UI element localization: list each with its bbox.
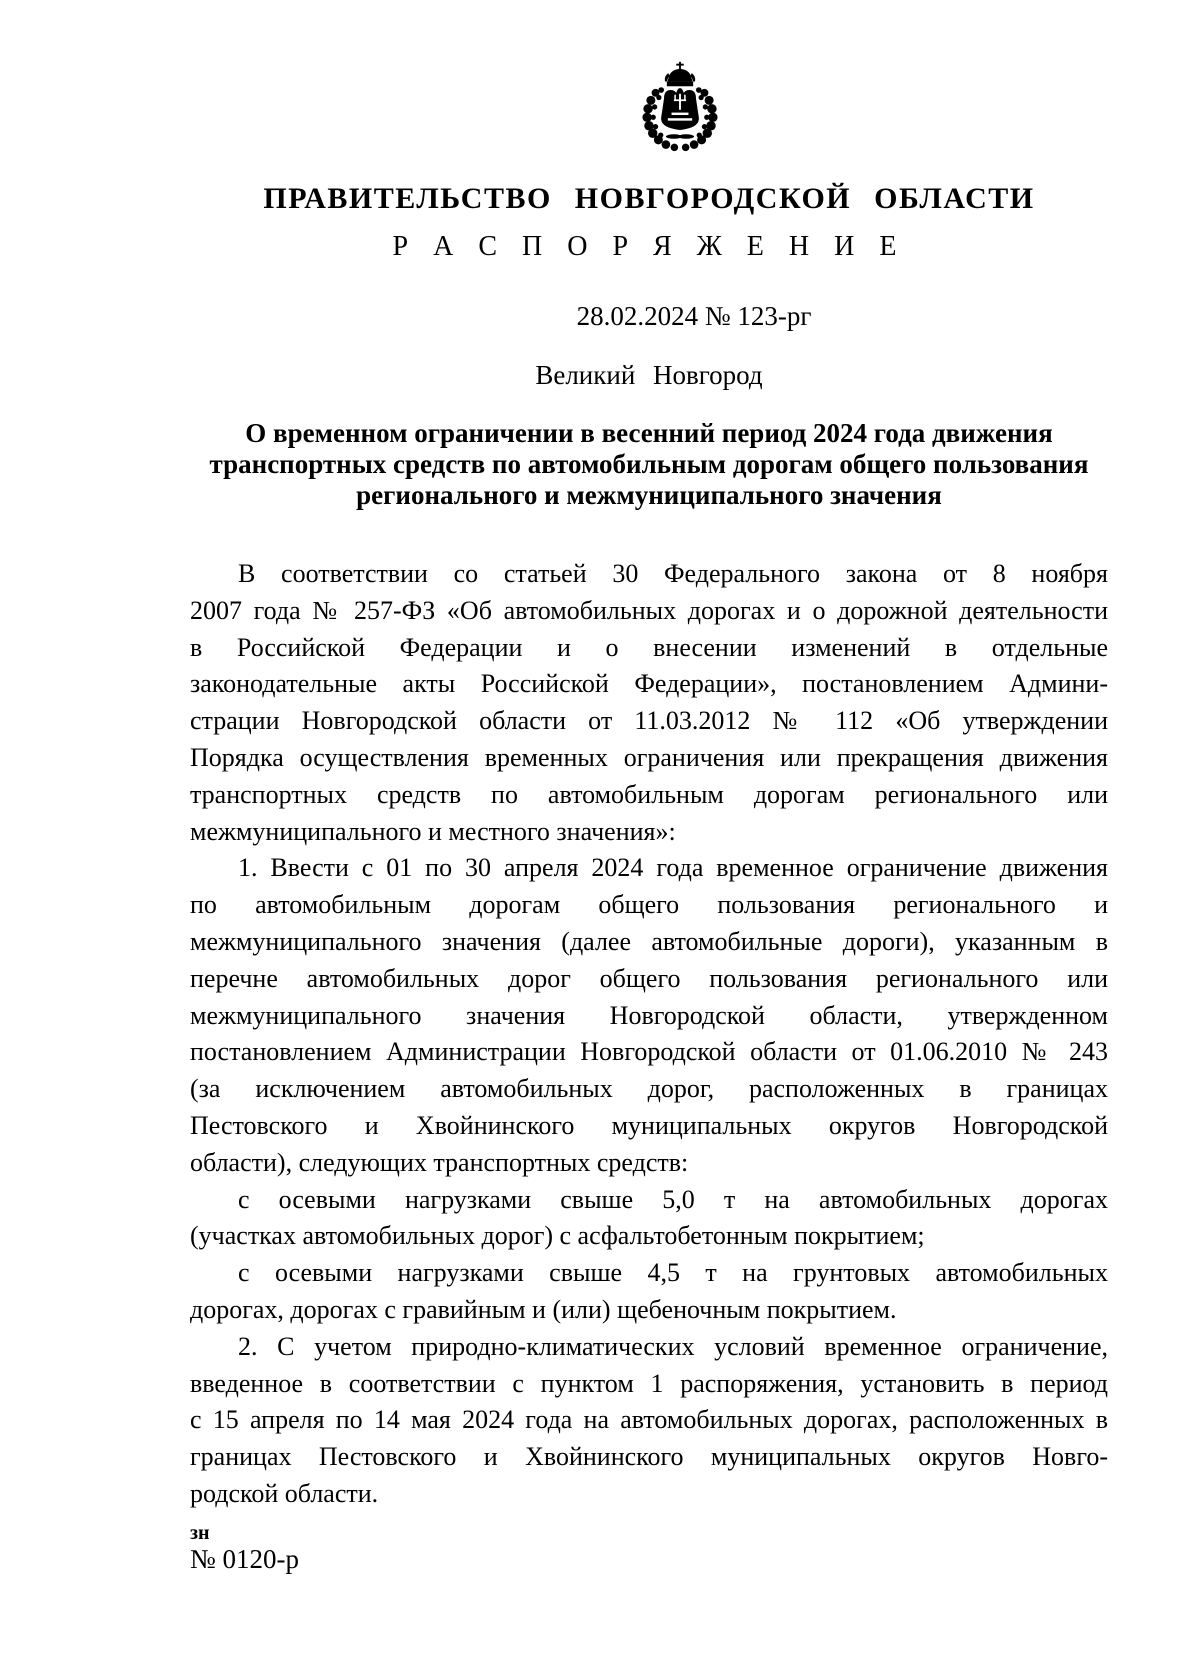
paragraph-line: родской области.: [190, 1478, 379, 1508]
title-line: транспортных средств по автомобильным дорогам общего пользования: [209, 449, 1089, 479]
paragraph-line: границах Пестовского и Хвойнинского муниципальных округов Новго-: [190, 1442, 1108, 1472]
paragraph-line: области), следующих транспортных средств:: [190, 1147, 689, 1177]
paragraph-line: (за исключением автомобильных дорог, расположенных в границах: [190, 1074, 1108, 1104]
paragraph-line: с осевыми нагрузками свыше 4,5 т на грунтовых автомобильных: [238, 1258, 1108, 1288]
paragraph-line: перечне автомобильных дорог общего пользования регионального или: [190, 963, 1108, 993]
paragraph-line: межмуниципального значения Новгородской области, утвержденном: [190, 1000, 1108, 1030]
paragraph-line: дорогах, дорогах с гравийным и (или) щебеночным покрытием.: [190, 1294, 897, 1324]
paragraph: [190, 1182, 1108, 1256]
paragraph-line: постановлением Администрации Новгородской области от 01.06.2010 № 243: [190, 1037, 1108, 1067]
city-name: Великий Новгород: [535, 360, 763, 390]
body: [190, 556, 1108, 1513]
executor-initials: зн: [190, 1521, 210, 1544]
paragraph-line: страции Новгородской области от 11.03.2012 № 112 «Об утверждении: [190, 706, 1108, 736]
paragraph-line: с осевыми нагрузками свыше 5,0 т на автомобильных дорогах: [238, 1184, 1108, 1214]
paragraph-line: по автомобильным дорогам общего пользования регионального и: [190, 890, 1108, 920]
paragraph-line: 2. С учетом природно-климатических условий временное ограничение,: [238, 1331, 1108, 1361]
paragraph-line: Порядка осуществления временных ограничения или прекращения движения: [190, 742, 1108, 772]
registration-number: № 0120-р: [190, 1543, 300, 1574]
paragraph-line: с 15 апреля по 14 мая 2024 года на автомобильных дорогах, расположенных в: [190, 1405, 1108, 1435]
paragraph: [190, 850, 1108, 1181]
paragraph-line: введенное в соответствии с пунктом 1 распоряжения, установить в период: [190, 1368, 1108, 1398]
paragraph-line: В соответствии со статьей 30 Федерального закона от 8 ноября: [238, 559, 1108, 588]
paragraph-line: (участках автомобильных дорог) с асфальтобетонным покрытием;: [190, 1221, 925, 1251]
paragraph: [190, 1255, 1108, 1329]
paragraph-line: межмуниципального и местного значения»:: [190, 816, 676, 846]
paragraph: [190, 556, 1108, 850]
document-type: Р А С П О Р Я Ж Е Н И Е: [392, 231, 906, 262]
paragraph: [190, 1329, 1108, 1513]
document-title: [190, 418, 1108, 511]
paragraph-line: в Российской Федерации и о внесении изменений в отдельные: [190, 632, 1108, 662]
paragraph-line: межмуниципального значения (далее автомобильные дороги), указанным в: [190, 926, 1108, 956]
paragraph-line: транспортных средств по автомобильным дорогам регионального или: [190, 779, 1108, 809]
date-and-number: 28.02.2024 № 123-рг: [576, 301, 812, 331]
document-content: [190, 0, 1108, 1574]
authority-name: ПРАВИТЕЛЬСТВО НОВГОРОДСКОЙ ОБЛАСТИ: [263, 182, 1035, 215]
paragraph-line: законодательные акты Российской Федерации», постановлением Админи-: [190, 669, 1108, 699]
paragraph-line: Пестовского и Хвойнинского муниципальных округов Новгородской: [190, 1110, 1108, 1140]
paragraph-line: 1. Ввести с 01 по 30 апреля 2024 года временное ограничение движения: [238, 853, 1108, 883]
title-line: О временном ограничении в весенний период 2024 года движения: [245, 418, 1053, 448]
paragraph-line: 2007 года № 257-ФЗ «Об автомобильных дорогах и о дорожной деятельности: [190, 595, 1108, 625]
footer: [190, 1523, 1108, 1574]
title-line: регионального и межмуниципального значения: [356, 480, 942, 510]
